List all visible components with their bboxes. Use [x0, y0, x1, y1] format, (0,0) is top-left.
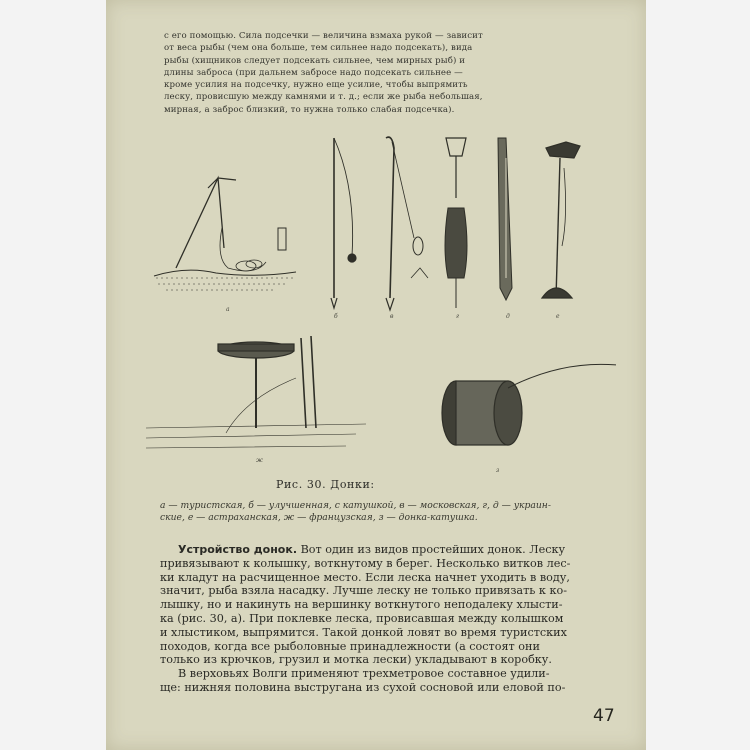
body-line: ка (рис. 30, а). При поклевке леска, провисавшая между колышком [160, 611, 564, 625]
figure-caption-legend [160, 500, 608, 523]
body-first-line [160, 543, 622, 557]
donka-d-drawing [498, 138, 512, 300]
label-g: г [456, 313, 460, 320]
book-page [106, 0, 646, 750]
top-line: от веса рыбы (чем она больше, тем сильнее надо подсекать), вида [164, 43, 473, 54]
donka-zh-drawing [146, 336, 366, 448]
top-paragraph [164, 30, 594, 116]
figure-caption-title: Рис. 30. Донки: [276, 478, 375, 491]
top-line: мирная, а заброс близкий, то нужна только слабая подсечка). [164, 104, 455, 115]
label-zh: ж [256, 457, 263, 464]
top-line: кроме усилия на подсечку, нужно еще усилие, чтобы выпрямить [164, 80, 468, 91]
top-line: длины заброса (при дальнем забросе надо подсекать сильнее — [164, 67, 463, 78]
body-line: привязывают к колышку, воткнутому в берег. Несколько витков лес- [160, 556, 571, 570]
top-line: рыбы (хищников следует подсекать сильнее, чем мирных рыб) и [164, 55, 466, 66]
figure-30-illustration [146, 128, 616, 498]
body-line: ки кладут на расчищенное место. Если леска начнет уходить в воду, [160, 570, 570, 584]
label-a: а [226, 306, 230, 313]
body-line: походов, когда все рыболовные принадлежности (а состоят они [160, 639, 540, 653]
label-e: е [556, 313, 560, 320]
main-text [160, 543, 622, 695]
donki-drawings [146, 128, 616, 498]
donka-b-drawing [331, 138, 356, 308]
label-z: з [496, 467, 500, 474]
caption-line: а — туристская, б — улучшенная, с катушкой, в — московская, г, д — украин- [160, 500, 551, 511]
label-v: в [390, 313, 394, 320]
top-line: с его помощью. Сила подсечки — величина взмаха рукой — зависит [164, 31, 483, 41]
top-line: леску, провисшую между камнями и т. д.; если же рыба небольшая, [164, 92, 483, 103]
body-line: и хлыстиком, выпрямится. Такой донкой ловят во время туристских [160, 625, 567, 639]
caption-line: ские, е — астраханская, ж — французская, з — донка-катушка. [160, 511, 478, 523]
body-line: ще: нижняя половина выстругана из сухой сосновой или еловой по- [160, 680, 566, 694]
donka-g-drawing [445, 138, 467, 308]
section-heading: Устройство донок. [178, 543, 298, 556]
label-b: б [334, 313, 338, 320]
donka-a-drawing [154, 178, 296, 290]
body-line: В верховьях Волги применяют трехметровое составное удили- [178, 667, 550, 681]
page-number: 47 [593, 706, 615, 726]
body-line: только из крючков, грузил и мотка лески) укладывают в коробку. [160, 653, 552, 667]
donka-z-drawing [442, 364, 616, 461]
donka-e-drawing [542, 142, 580, 298]
donka-c-drawing [386, 137, 428, 310]
body-line: лышку, но и накинуть на вершинку воткнутого неподалеку хлысти- [160, 598, 563, 612]
first-line-rest: Вот один из видов простейших донок. Леску [297, 543, 566, 556]
label-d: д [506, 313, 510, 320]
body-line: значит, рыба взяла насадку. Лучше леску не только привязать к ко- [160, 584, 567, 598]
